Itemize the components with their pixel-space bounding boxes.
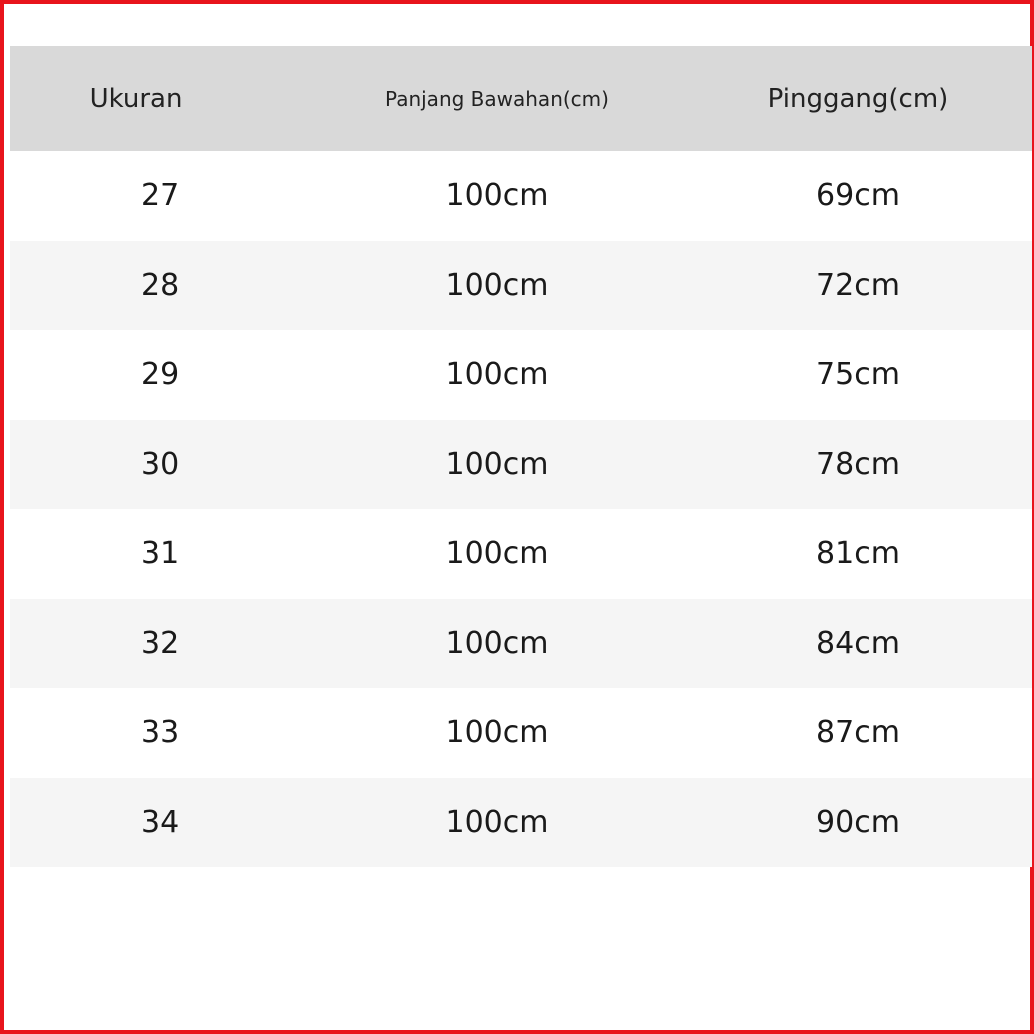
cell-size: 32	[141, 625, 180, 661]
cell-waist: 81cm	[816, 536, 900, 572]
cell-bottom-length: 100cm	[445, 357, 549, 393]
table-row	[10, 330, 1032, 420]
cell-bottom-length: 100cm	[445, 178, 549, 214]
header-size	[10, 46, 310, 151]
table-row	[10, 778, 1032, 868]
cell-bottom-length: 100cm	[445, 536, 549, 572]
cell-waist: 87cm	[816, 715, 900, 751]
cell-bottom-length: 100cm	[445, 446, 549, 482]
table-row	[10, 688, 1032, 778]
header-size-label: Ukuran	[89, 83, 183, 114]
cell-size: 33	[141, 715, 180, 751]
header-waist: Pinggang(cm)	[767, 83, 949, 114]
cell-waist: 90cm	[816, 804, 900, 840]
cell-bottom-length: 100cm	[445, 804, 549, 840]
cell-size: 27	[141, 178, 180, 214]
cell-waist: 69cm	[816, 178, 900, 214]
cell-size: 31	[141, 536, 180, 572]
table-header	[10, 46, 1032, 151]
cell-waist: 78cm	[816, 446, 900, 482]
table-row	[10, 151, 1032, 241]
cell-waist: 75cm	[816, 357, 900, 393]
header-row	[10, 46, 1032, 151]
header-bottom-length: Panjang Bawahan(cm)	[385, 86, 609, 111]
cell-size: 28	[141, 267, 180, 303]
cell-size: 34	[141, 804, 180, 840]
cell-size: 30	[141, 446, 180, 482]
table-row	[10, 420, 1032, 510]
cell-waist: 84cm	[816, 625, 900, 661]
cell-bottom-length: 100cm	[445, 715, 549, 751]
cell-bottom-length: 100cm	[445, 625, 549, 661]
cell-size: 29	[141, 357, 180, 393]
cell-waist: 72cm	[816, 267, 900, 303]
table-row	[10, 599, 1032, 689]
cell-bottom-length: 100cm	[445, 267, 549, 303]
table-row	[10, 241, 1032, 331]
table-row	[10, 509, 1032, 599]
size-chart-table	[10, 46, 1032, 867]
table-body	[10, 151, 1032, 867]
